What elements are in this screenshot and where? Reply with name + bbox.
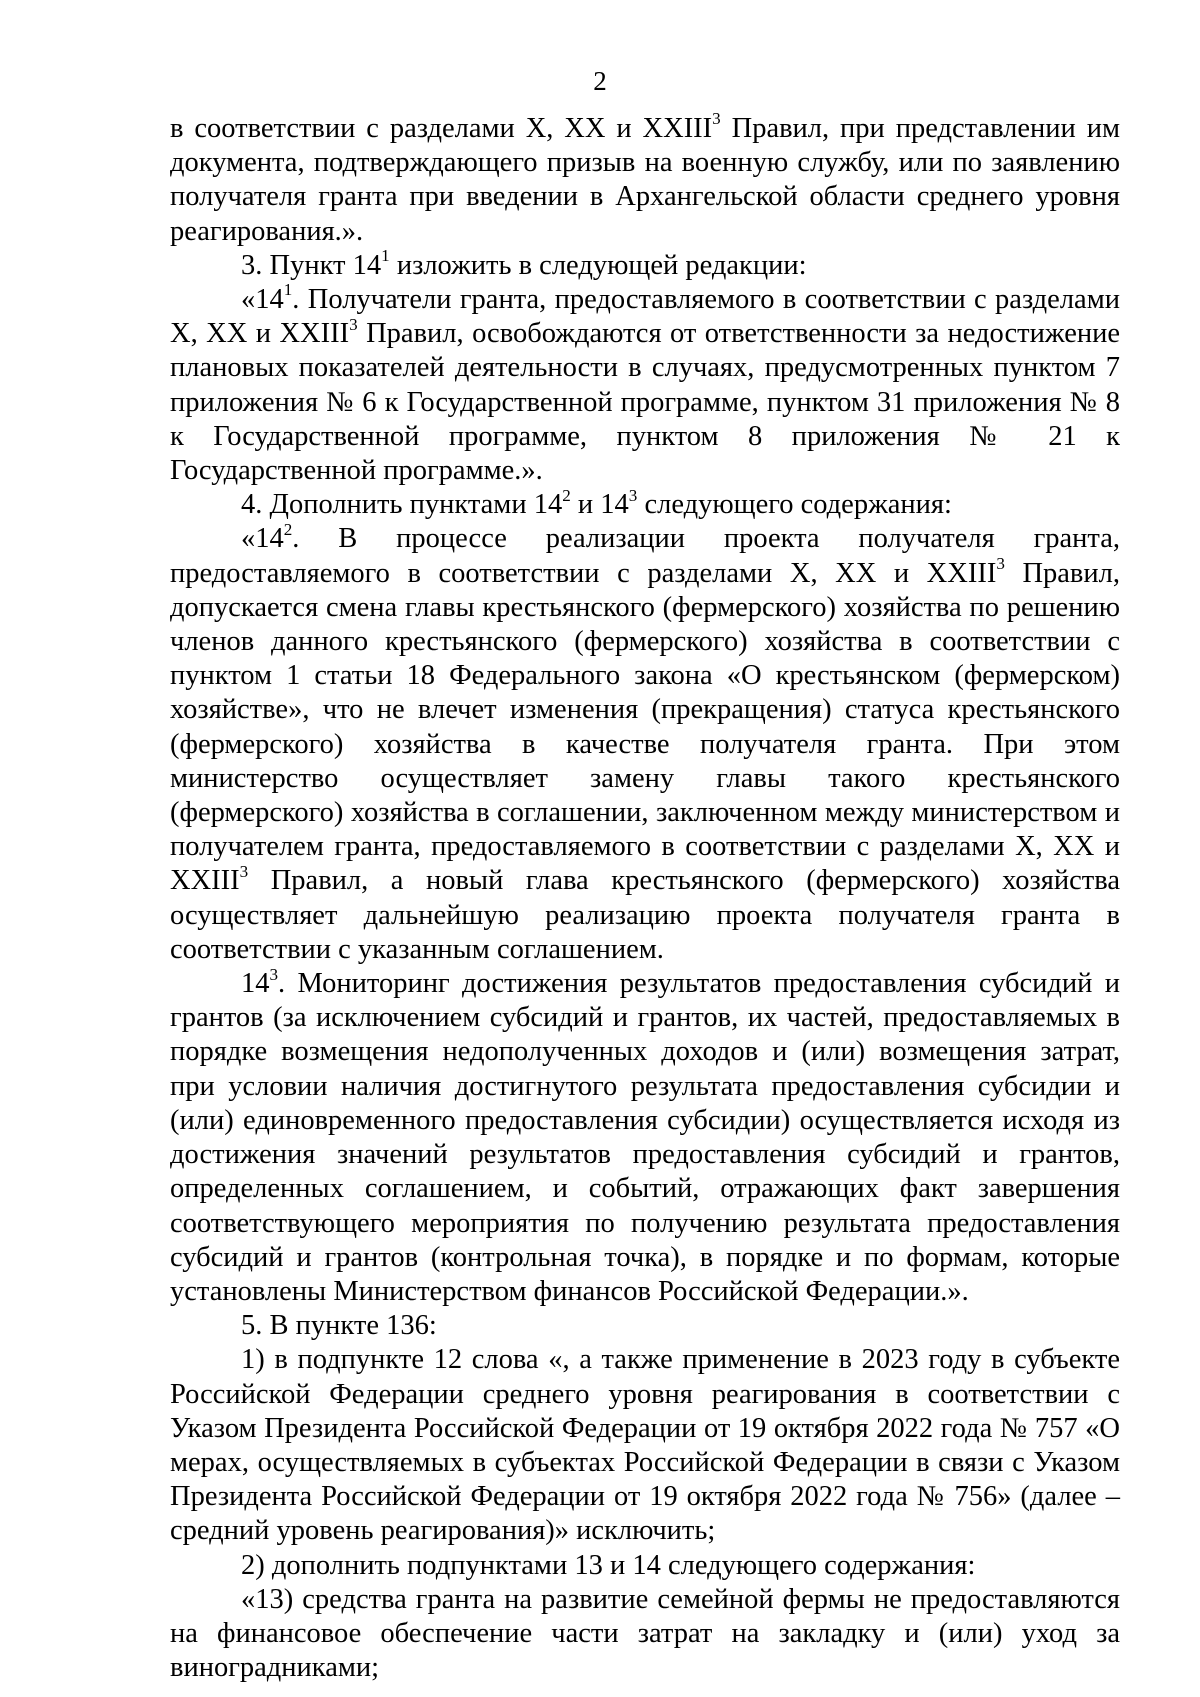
text-run: 2) дополнить подпунктами 13 и 14 следующего содержания:: [241, 1549, 976, 1581]
text-run: . В процессе реализации проекта получателя гранта, предоставляемого в соответствии с разделами X, XX и XXIII: [170, 523, 1120, 589]
superscript: 3: [996, 554, 1005, 574]
paragraph: [170, 485, 1120, 522]
text-run: и 14: [570, 489, 629, 521]
text-run: изложить в следующей редакции:: [389, 249, 807, 281]
document-body: [170, 109, 1120, 1685]
text-run: Правил, а новый глава крестьянского (фермерского) хозяйства осуществляет дальнейшую реализацию проекта получателя гранта в соответствии с указанным соглашением.: [170, 865, 1120, 965]
text-run: «14: [241, 284, 284, 316]
paragraph: [170, 109, 1120, 249]
superscript: 3: [239, 861, 249, 881]
superscript: 1: [283, 280, 293, 300]
paragraph: [170, 280, 1120, 488]
text-run: Правил, при представлении им документа, подтверждающего призыв на военную службу, или по заявлению получателя гранта при введении в Архангельской области среднего уровня реагирования.».: [170, 113, 1120, 247]
superscript: 1: [381, 246, 390, 266]
text-run: 4. Дополнить пунктами 14: [241, 489, 563, 521]
paragraph: [170, 519, 1120, 967]
paragraph: [170, 246, 1120, 283]
text-run: 5. В пункте 136:: [241, 1310, 437, 1342]
text-run: Правил, освобождаются от ответственности за недостижение плановых показателей деятельности в случаях, предусмотренных пунктом 7 приложения № 6 к Государственной программе, пунктом 31 приложения № 8 к Государственной программе, пунктом 8 приложения № 21 к Государственной программе.».: [170, 318, 1120, 487]
superscript: 3: [628, 485, 638, 505]
superscript: 3: [269, 964, 279, 984]
text-run: 3. Пункт 14: [241, 249, 382, 281]
text-run: «13) средства гранта на развитие семейной фермы не предоставляются на финансовое обеспечение части затрат на закладку и (или) уход за виноградниками;: [170, 1583, 1120, 1684]
paragraph: [170, 1309, 1120, 1343]
text-run: . Мониторинг достижения результатов предоставления субсидий и грантов (за исключением субсидий и грантов, их частей, предоставляемых в порядке возмещения недополученных доходов и (или) возмещения затрат, при условии наличия достигнутого результата предоставления субсидии и (или) единовременного предоставления субсидии) осуществляется исходя из достижения значений результатов предоставления субсидий и грантов, определенных соглашением, и событий, отражающих факт завершения соответствующего мероприятия по получению результата предоставления субсидий и грантов (контрольная точка), в порядке и по формам, которые установлены Министерством финансов Российской Федерации.».: [170, 968, 1120, 1307]
superscript: 2: [283, 519, 293, 539]
text-run: Правил, допускается смена главы крестьянского (фермерского) хозяйства по решению членов данного крестьянского (фермерского) хозяйства в соответствии с пунктом 1 статьи 18 Федерального закона «О крестьянском (фермерском) хозяйстве», что не влечет изменения (прекращения) статуса крестьянского (фермерского) хозяйства в качестве получателя гранта. При этом министерство осуществляет замену главы такого крестьянского (фермерского) хозяйства в соглашении, заключенном между министерством и получателем гранта, предоставляемого в соответствии с разделами X, XX и XXIII: [170, 557, 1120, 897]
text-run: . Получатели гранта, предоставляемого в соответствии с разделами X, XX и XXIII: [170, 284, 1120, 350]
superscript: 3: [349, 314, 358, 334]
text-run: 14: [241, 968, 270, 1000]
text-run: в соответствии с разделами X, XX и XXIII: [170, 113, 713, 144]
paragraph: [170, 1583, 1120, 1686]
superscript: 2: [562, 485, 571, 505]
text-run: «14: [241, 523, 284, 555]
paragraph: [170, 964, 1120, 1309]
paragraph: [170, 1343, 1120, 1548]
superscript: 3: [712, 109, 721, 129]
text-run: следующего содержания:: [637, 489, 952, 521]
text-run: 1) в подпункте 12 слова «, а также применение в 2023 году в субъекте Российской Федерации среднего уровня реагирования в соответствии с Указом Президента Российской Федерации от 19 октября 2022 года № 757 «О мерах, осуществляемых в субъектах Российской Федерации в связи с Указом Президента Российской Федерации от 19 октября 2022 года № 756» (далее – средний уровень реагирования)» исключить;: [170, 1344, 1120, 1547]
paragraph: [170, 1549, 1120, 1583]
page-number: 2: [593, 66, 607, 96]
